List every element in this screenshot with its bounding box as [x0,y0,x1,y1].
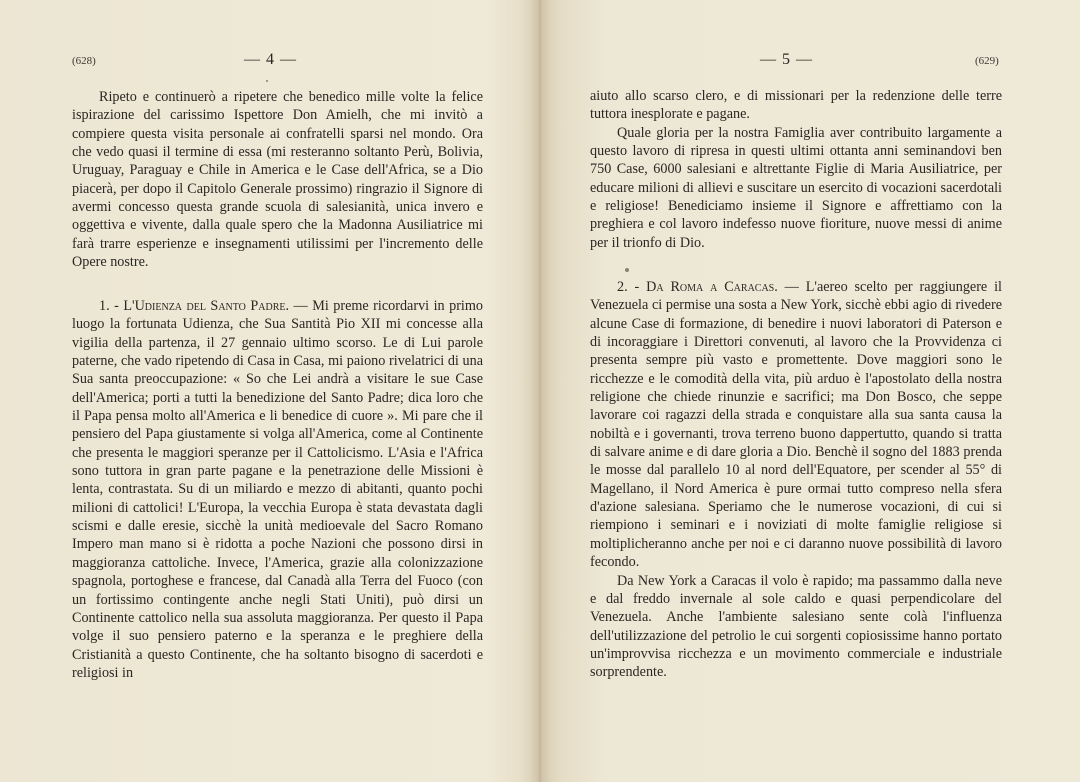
section-2-paragraph [590,278,1002,572]
right-page [542,0,1080,782]
right-paragraph-4: Da New York a Caracas il volo è rapido; ma passammo dalla neve e dal freddo invernale al sole caldo e quasi perpendicolare del Venezuela. Anche l'ambiente salesiano sente colà l'influenza dell'utilizzazione del petrolio le cui sorgenti copiosissime hanno portato un'improvvisa ricchezza e un movimento commerciale e industriale sorprendente. [590,572,1002,681]
left-page-number: — 4 — [244,51,297,68]
right-text-block [590,87,1002,252]
right-section-2 [590,278,1002,682]
left-page [0,0,538,782]
right-paragraph-2: Quale gloria per la nostra Famiglia aver contribuito largamente a questo lavoro di ripresa in questi ultimi ottanta anni seminandovi ben 750 Case, 6000 salesiani e altrettante Figlie di Maria Ausiliatrice, per educare milioni di allievi e suscitare un esercito di vocazioni sacerdotali e religiose! Benediciamo insieme il Signore e affrettiamo con la preghiera e col lavoro indefesso nuove fioriture, nuove messi di anime per il trionfo di Dio. [590,124,1002,251]
section-1-text: — Mi preme ricordarvi in primo luogo la fortunata Udienza, che Sua Santità Pio XII mi concesse alla vigilia della partenza, il 27 gennaio ultimo scorso. Le di Lui parole paterne, che vado ripetendo di Casa in Casa, mi paiono rivelatrici di una Sua santa preoccupazione: « So che Lei andrà a visitare le sue Case dell'America; porti a tutti la benedizione del Santo Padre; dica loro che il Papa pensa molto all'America e li benedice di cuore ». Mi pare che il pensiero del Papa giustamente si volga all'America, come al Continente che presenta le maggiori speranze per il Cattolicismo. L'Asia e l'Africa sono tuttora in gran parte pagane e la penetrazione delle Missioni è lenta, contrastata. Su di un miliardo e mezzo di abitanti, quanto pochi milioni di cattolici! L'Europa, la vecchia Europa è stata devastata dagli scismi e dalle eresie, sicchè la unità medioevale del Sacro Romano Impero man mano si è ridotta a poche Nazioni che possono dirsi in maggioranza cattoliche. Invece, l'America, grazie alla colonizzazione spagnola, portoghese e francese, dal Canadà alla Terra del Fuoco (con un fortissimo contingente anche negli Stati Uniti), può dirsi un Continente cattolico nella sua assoluta maggioranza. Per questo il Papa volge il suo pensiero paterno e la speranza e le preghiere della Cristianità a questo Continente, che ha soltanto bisogno di sacerdoti e religiosi in [72,298,484,681]
section-1-heading: L'Udienza del Santo Padre. [123,298,290,314]
left-section-1 [72,297,483,682]
section-1-number: 1. - [99,298,124,314]
left-text-block [72,88,483,271]
right-page-number: — 5 — [760,51,813,68]
paper-speck [625,268,629,272]
right-paragraph-1: aiuto allo scarso clero, e di missionari per la redenzione delle terre tuttora inesplorate e pagane. [590,88,1002,123]
left-paragraph-1: Ripeto e continuerò a ripetere che benedico mille volte la felice ispirazione del carissimo Ispettore Don Amielh, che mi invitò a compiere questa visita personale ai confratelli sparsi nel mondo. Ora che vedo quasi il termine di essa (mi resteranno soltanto Perù, Bolivia, Uruguay, Paraguay e Chile in America e le Case dell'Africa, se a Dio piacerà, per dopo il Capitolo Generale prossimo) ringrazio il Signore di avermi concesso questa grande scuola di salesianità, unica invero e oggettiva e vivente, dalla quale spero che la Madonna Ausiliatrice mi farà trarre esperienze e insegnamenti utilissimi per l'incremento delle Opere nostre. [72,89,483,271]
left-folio: (628) [72,55,96,67]
section-2-heading: Da Roma a Caracas. [646,279,778,295]
section-2-number: 2. - [617,279,647,295]
section-1-paragraph [72,297,483,682]
right-folio: (629) [975,55,999,67]
paper-speck [266,80,268,82]
section-2-text: — L'aereo scelto per raggiungere il Venezuela ci permise una sosta a New York, sicchè ebbi agio di rivedere alcune Case di formazione, di benedire i nuovi laboratori di Paterson e di incoraggiare i Direttori convenuti, al lavoro che la Provvidenza ci presenta sempre più vasto e promettente. Dove maggiori sono le ricchezze e le comodità della vita, più arduo è l'apostolato della nostra religione che chiede rinunzie e sacrifici; ma Don Bosco, che seppe lavorare coi ragazzi della strada e conquistare alla sua santa causa la nobiltà e i governanti, trova terreno buono dappertutto, quando si tratta di salvare anime e di dare gloria a Dio. Benchè il sogno del 1883 prenda le mosse dal parallelo 10 al nord dell'Equatore, per scender al 55° di Magellano, il Nord America è pure ormai tutto compreso nella sfera d'azione salesiana. Speriamo che le numerose vocazioni, di cui si riempiono i seminari e i noviziati di molte famiglie religiose si moltiplicheranno anche per noi e ci daranno nuove possibilità di lavoro fecondo. [590,279,1002,571]
